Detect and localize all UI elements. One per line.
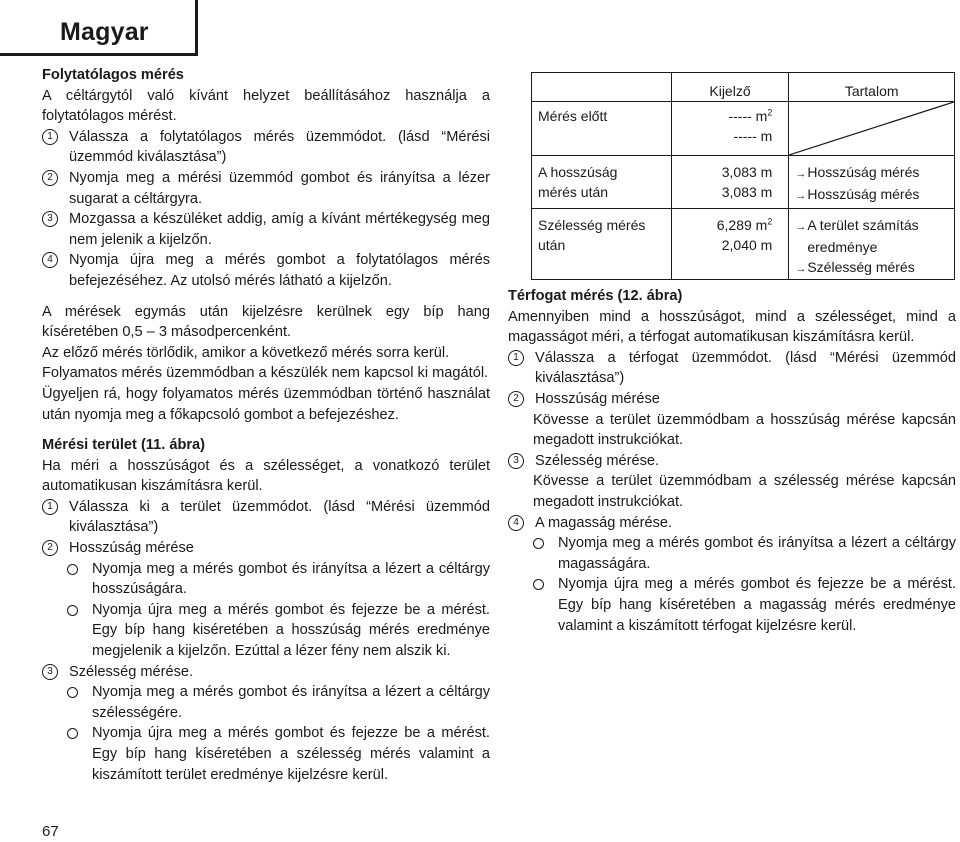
language-tab [0, 0, 198, 56]
step-number: 2 [508, 391, 524, 407]
display-value: 3,083 m [721, 184, 773, 200]
volume-measurement-title: Térfogat mérés (12. ábra) [508, 288, 683, 304]
step-text: Válassza ki a terület üzemmódot. (lásd “Mérési üzemmód kiválasztása”) [69, 498, 490, 536]
step-number: 4 [508, 515, 524, 531]
display-value: 2,040 m [721, 237, 773, 253]
display-value: ----- m [728, 108, 768, 124]
step-number: 1 [42, 499, 58, 515]
step-text: Nyomja meg a mérési üzemmód gombot és irányítsa a lézer sugarat a céltárgyra. [69, 169, 490, 207]
step-item [508, 348, 956, 389]
step-text: Válassza a folytatólagos mérés üzemmódot. (lásd “Mérési üzemmód kiválasztása”) [69, 128, 490, 166]
bullet-text: Nyomja meg a mérés gombot és irányítsa a lézert a céltárgy szélességére. [92, 684, 490, 721]
bullet-item [67, 723, 490, 785]
display-value: 3,083 m [721, 164, 773, 180]
content-line: → Szélesség mérés [795, 257, 948, 279]
paragraph: Az előző mérés törlődik, amikor a következő mérés sorra kerül. [42, 344, 450, 361]
step-detail: Kövesse a terület üzemmódbam a hosszúság mérése kapcsán megadott instrukciókat. [533, 411, 956, 449]
table-cell [532, 209, 672, 280]
bullet-item [67, 559, 490, 600]
step-number: 1 [42, 129, 58, 145]
paragraph: Folyamatos mérés üzemmódban a készülék nem kapcsol ki magától. [42, 365, 489, 382]
step-text: Válassza a térfogat üzemmódot. (lásd “Mérési üzemmód kiválasztása”) [535, 349, 956, 387]
table-cell [671, 102, 789, 156]
step-text: A magasság mérése. [535, 514, 673, 531]
page-number: 67 [42, 823, 59, 840]
cell-line: mérés után [538, 184, 609, 200]
table-cell: Mérés előtt [532, 102, 672, 156]
table-header-cell: Kijelző [671, 73, 789, 102]
display-table [531, 72, 955, 280]
step-number: 3 [42, 211, 58, 227]
left-column [42, 65, 490, 785]
content-line: → Hosszúság mérés [795, 184, 948, 206]
step-item [42, 497, 490, 538]
bullet-item [67, 682, 490, 723]
step-item [42, 168, 490, 209]
bullet-text: Nyomja újra meg a mérés gombot és fejezze be a mérést. Egy bíp hang kíséretében a szélesség mérés valamint a kiszámított terület eredménye kijelzésre kerül. [92, 725, 490, 783]
table-row [532, 209, 955, 280]
table-cell-empty [789, 102, 955, 156]
continuous-measurement-title: Folytatólagos mérés [42, 67, 184, 83]
bullet-circle-icon [533, 538, 544, 549]
volume-measurement-intro: Amennyiben mind a hosszúságot, mind a szélességet, mind a magasságot méri, a térfogat automatikusan kiszámításra kerül. [508, 308, 956, 346]
bullet-circle-icon [67, 687, 78, 698]
step-number: 1 [508, 350, 524, 366]
cell-line: A hosszúság [538, 164, 618, 180]
bullet-circle-icon [533, 579, 544, 590]
bullet-item [67, 600, 490, 662]
table-row [532, 102, 955, 156]
display-value: 6,289 m [716, 217, 768, 233]
step-text: Mozgassa a készüléket addig, amíg a kívánt mértékegység meg nem jelenik a kijelzőn. [69, 211, 490, 248]
step-number: 3 [508, 453, 524, 469]
bullet-text: Nyomja újra meg a mérés gombot és fejezze be a mérést. Egy bíp hang kíséretében a magasság mérés eredménye valamint a kiszámított térfogat kijelzésre kerül. [558, 576, 956, 634]
step-item [508, 389, 956, 410]
table-header-cell [532, 73, 672, 102]
bullet-circle-icon [67, 605, 78, 616]
paragraph: A mérések egymás után kijelzésre kerülnek egy bíp hang kíséretében 0,5 – 3 másodpercenként. [42, 303, 490, 341]
step-item [42, 250, 490, 291]
bullet-circle-icon [67, 728, 78, 739]
bullet-item [533, 574, 956, 636]
step-text: Nyomja újra meg a mérés gombot a folytatólagos mérés befejezéséhez. Az utolsó mérés látható a kijelzőn. [69, 252, 490, 289]
table-cell [671, 156, 789, 209]
table-header-row [532, 73, 955, 102]
area-measurement-intro: Ha méri a hosszúságot és a szélességet, a vonatkozó terület automatikusan kiszámításra kerül. [42, 457, 490, 495]
cell-line: Szélesség mérés [538, 217, 646, 233]
content-line: eredménye [807, 239, 878, 255]
table-header-cell: Tartalom [789, 73, 955, 102]
bullet-text: Nyomja meg a mérés gombot és irányítsa a lézert a céltárgy magasságára. [558, 535, 956, 572]
cell-line: után [538, 237, 566, 253]
display-value: ----- m [733, 128, 773, 144]
step-item [42, 538, 490, 559]
language-title: Magyar [60, 18, 149, 46]
step-text: Hosszúság mérése [69, 540, 194, 557]
diagonal-line [789, 102, 954, 155]
table-cell [532, 156, 672, 209]
table-cell [671, 209, 789, 280]
table-row [532, 156, 955, 209]
step-number: 4 [42, 252, 58, 268]
table-cell [789, 156, 955, 209]
bullet-text: Nyomja meg a mérés gombot és irányítsa a lézert a céltárgy hosszúságára. [92, 560, 490, 598]
step-number: 2 [42, 540, 58, 556]
content-line: → Hosszúság mérés [795, 162, 948, 184]
area-measurement-title: Mérési terület (11. ábra) [42, 437, 206, 454]
step-text: Szélesség mérése. [535, 452, 660, 469]
step-text: Hosszúság mérése [535, 390, 660, 407]
superscript: 2 [767, 107, 773, 118]
content-line: → A terület számítás [795, 215, 948, 237]
bullet-text: Nyomja újra meg a mérés gombot és fejezze be a mérést. Egy bíp hang kiséretében a hosszúság mérés eredménye megjelenik a kijelzőn. Ezúttal a lézer fény nem alszik ki. [92, 601, 490, 660]
step-item [508, 513, 956, 534]
step-detail: Kövesse a terület üzemmódbam a szélesség mérése kapcsán megadott instrukciókat. [533, 473, 956, 510]
bullet-circle-icon [67, 564, 78, 575]
superscript: 2 [767, 216, 773, 227]
step-number: 2 [42, 170, 58, 186]
step-number: 3 [42, 664, 58, 680]
bullet-item [533, 533, 956, 574]
step-text: Szélesség mérése. [69, 663, 194, 680]
step-item [42, 662, 490, 683]
right-column [508, 286, 956, 636]
table-cell [789, 209, 955, 280]
step-item [42, 209, 490, 250]
paragraph: Ügyeljen rá, hogy folyamatos mérés üzemmódban történő használat után nyomja meg a főkapcsoló gombot a befejezéshez. [42, 385, 490, 423]
step-item [42, 127, 490, 168]
continuous-measurement-intro: A céltárgytól való kívánt helyzet beállításához használja a folytatólagos mérést. [42, 87, 490, 125]
step-item [508, 451, 956, 472]
